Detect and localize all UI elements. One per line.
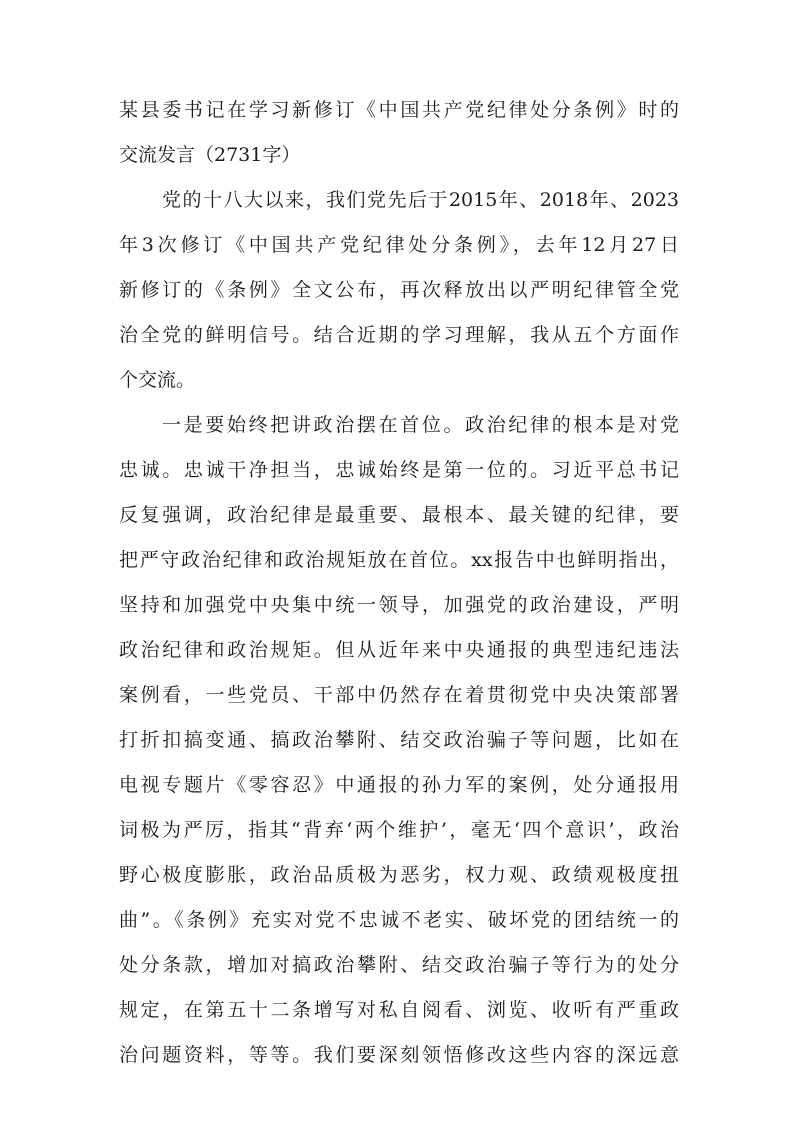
paragraph-2-line-8: 打折扣搞变通、搞政治攀附、结交政治骗子等问题，比如在 — [119, 729, 679, 751]
document-title-line-1: 某县委书记在学习新修订《中国共产党纪律处分条例》时的 — [119, 99, 679, 121]
paragraph-2-line-3: 反复强调，政治纪律是最重要、最根本、最关键的纪律，要 — [119, 504, 679, 526]
paragraph-1-line-3: 新修订的《条例》全文公布，再次释放出以严明纪律管全党 — [119, 279, 679, 301]
paragraph-2-line-7: 案例看，一些党员、干部中仍然存在着贯彻党中央决策部署 — [119, 684, 679, 706]
paragraph-1-line-2: 年3次修订《中国共产党纪律处分条例》，去年12月27日 — [119, 234, 679, 256]
paragraph-2-line-2: 忠诚。忠诚干净担当，忠诚始终是第一位的。习近平总书记 — [119, 459, 679, 481]
paragraph-1-line-1: 党的十八大以来，我们党先后于2015年、2018年、2023 — [162, 189, 679, 211]
paragraph-2-line-10: 词极为严厉，指其“背弃‘两个维护’，毫无‘四个意识’，政治 — [119, 819, 679, 841]
paragraph-2-line-9: 电视专题片《零容忍》中通报的孙力军的案例，处分通报用 — [119, 774, 679, 796]
paragraph-2-line-6: 政治纪律和政治规矩。但从近年来中央通报的典型违纪违法 — [119, 639, 679, 661]
paragraph-2-line-14: 规定，在第五十二条增写对私自阅看、浏览、收听有严重政 — [119, 999, 679, 1021]
paragraph-2-line-13: 处分条款，增加对搞政治攀附、结交政治骗子等行为的处分 — [119, 954, 679, 976]
paragraph-2-line-1: 一是要始终把讲政治摆在首位。政治纪律的根本是对党 — [162, 414, 679, 436]
paragraph-2-line-5: 坚持和加强党中央集中统一领导，加强党的政治建设，严明 — [119, 594, 679, 616]
paragraph-1-line-5: 个交流。 — [119, 369, 196, 391]
paragraph-2-line-11: 野心极度膨胀，政治品质极为恶劣，权力观、政绩观极度扭 — [119, 864, 679, 886]
paragraph-2-line-15: 治问题资料，等等。我们要深刻领悟修改这些内容的深远意 — [119, 1044, 679, 1066]
paragraph-2-line-4: 把严守政治纪律和政治规矩放在首位。xx报告中也鲜明指出， — [119, 549, 679, 571]
document-title-line-2: 交流发言（2731字） — [119, 144, 301, 166]
paragraph-2-line-12: 曲”。《条例》充实对党不忠诚不老实、破坏党的团结统一的 — [119, 909, 679, 931]
paragraph-1-line-4: 治全党的鲜明信号。结合近期的学习理解，我从五个方面作 — [119, 324, 679, 346]
